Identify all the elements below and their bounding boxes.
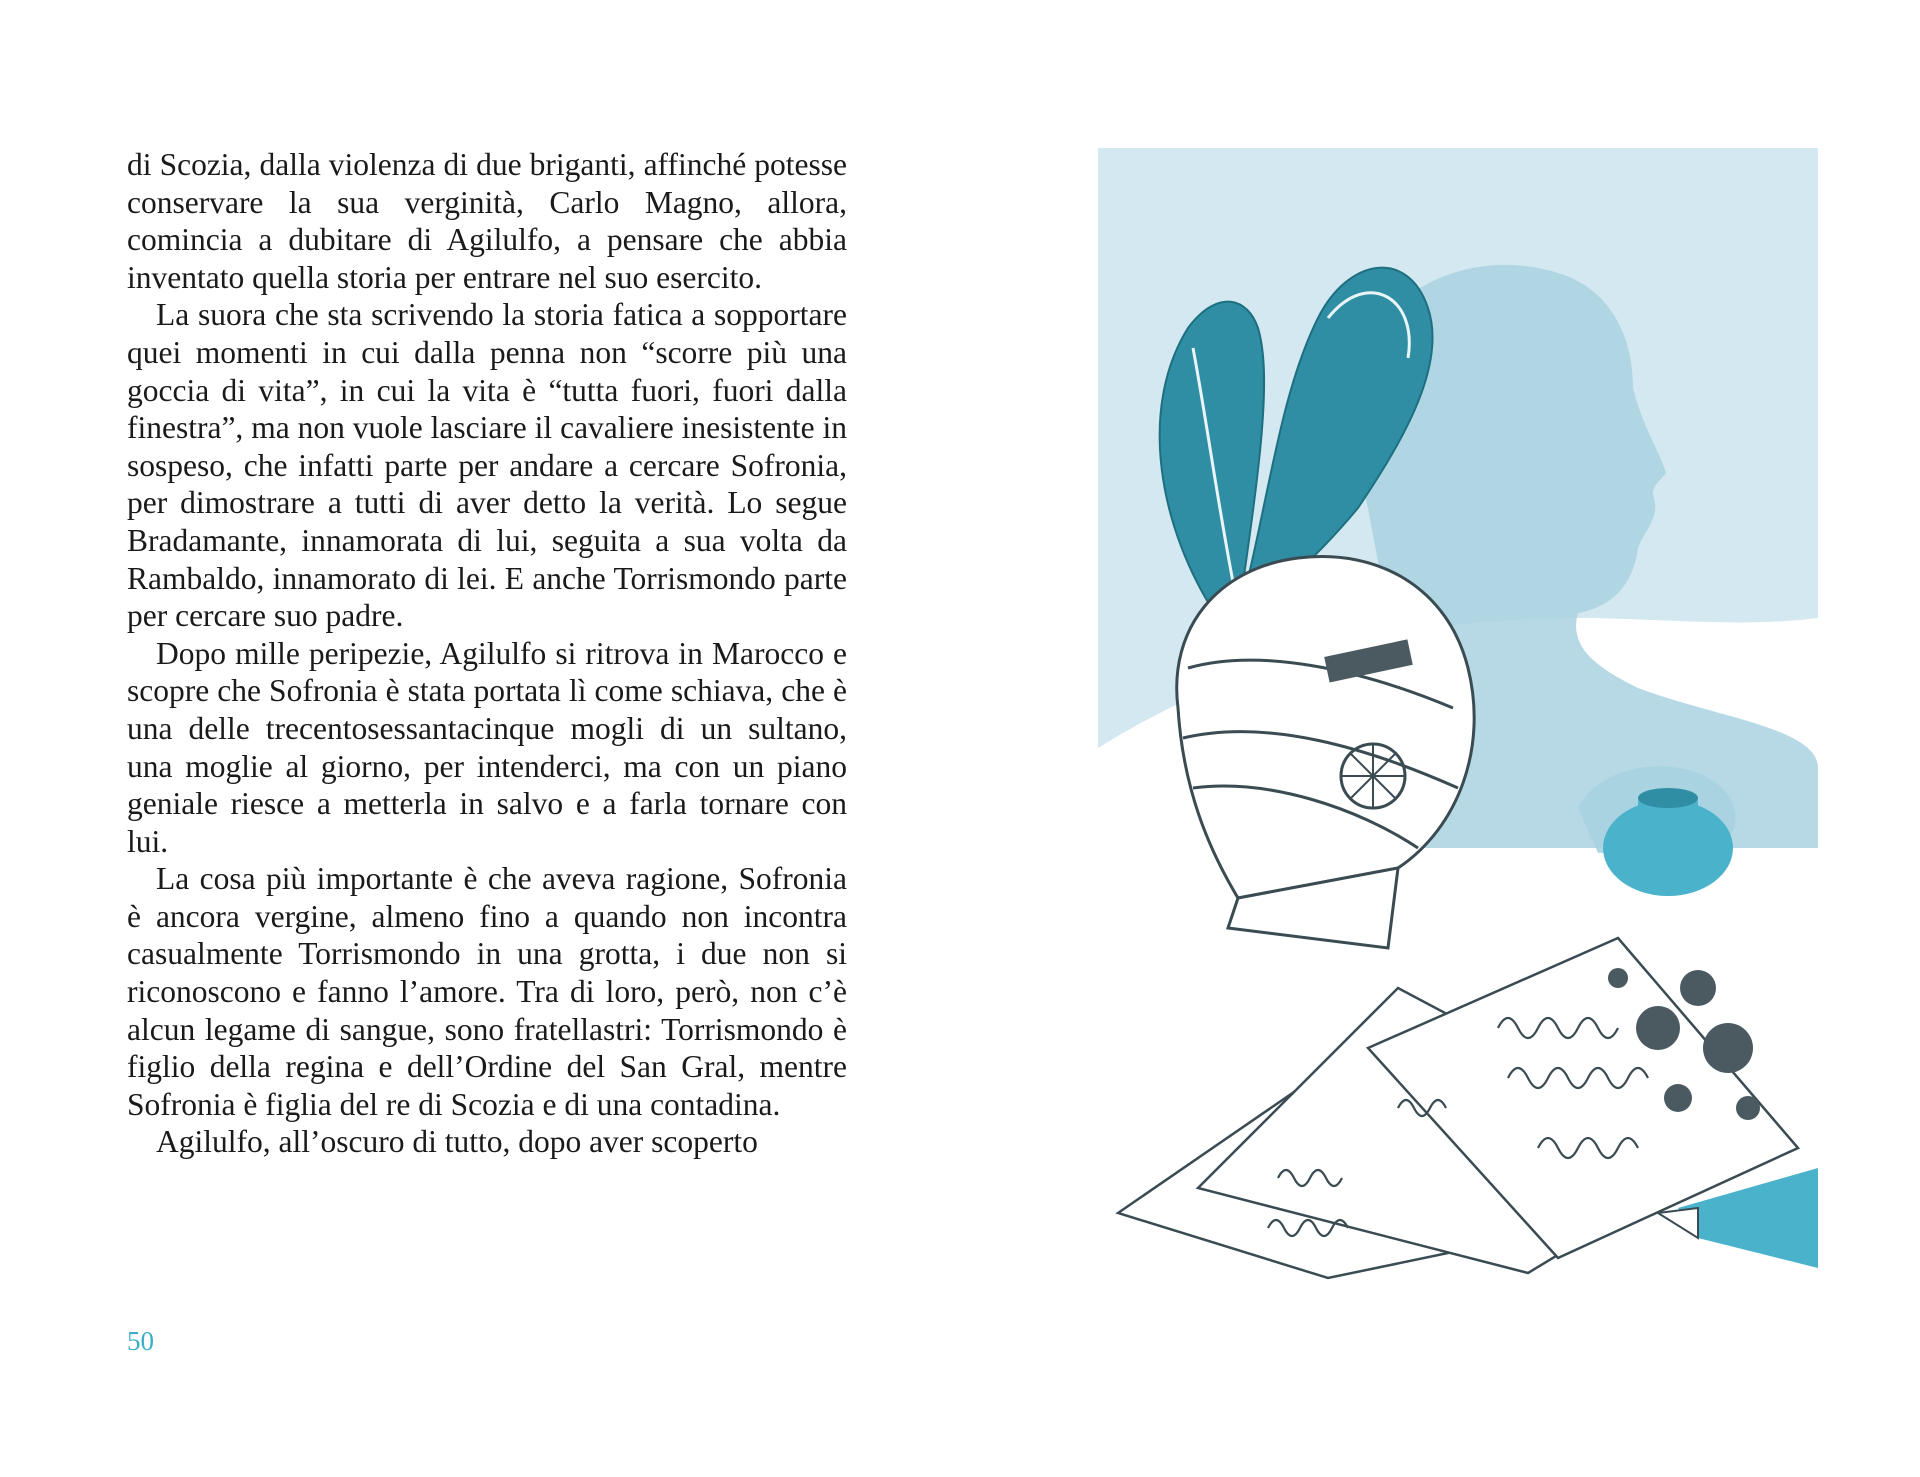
illustration xyxy=(1098,148,1818,1286)
paragraph: La cosa più importante è che aveva ragione, Sofronia è ancora vergine, almeno fino a quando non incontra casualmente Torrismondo in una grotta, i due non si riconoscono e fanno l’amore. Tra di loro, però, non c’è alcun legame di sangue, sono fratellastri: Torrismondo è figlio della regina e dell’Ordine del San Gral, mentre Sofronia è figlia del re di Scozia e di una contadina. xyxy=(127,861,847,1122)
body-text xyxy=(127,146,847,1161)
paragraph: La suora che sta scrivendo la storia fatica a sopportare quei momenti in cui dalla penna non “scorre più una goccia di vita”, in cui la vita è “tutta fuori, fuori dalla finestra”, ma non vuole lasciare il cavaliere inesistente in sospeso, che infatti parte per andare a cercare Sofronia, per dimostrare a tutti di aver detto la verità. Lo segue Bradamante, innamorata di lui, seguita a sua volta da Rambaldo, innamorato di lei. E anche Torrismondo parte per cercare suo padre. xyxy=(127,297,847,634)
paragraph: Dopo mille peripezie, Agilulfo si ritrova in Marocco e scopre che Sofronia è stata portata lì come schiava, che è una delle trecentosessantacinque mogli di un sultano, una moglie al giorno, per intenderci, ma con un piano geniale riesce a metterla in salvo e a farla tornare con lui. xyxy=(127,635,847,859)
page-number: 50 xyxy=(127,1326,154,1356)
paragraph: di Scozia, dalla violenza di due briganti, affinché potesse conservare la sua verginità, Carlo Magno, allora, comincia a dubitare di Agilulfo, a pensare che abbia inventato quella storia per entrare nel suo esercito. xyxy=(127,147,847,295)
paragraph: Agilulfo, all’oscuro di tutto, dopo aver scoperto xyxy=(156,1124,758,1160)
